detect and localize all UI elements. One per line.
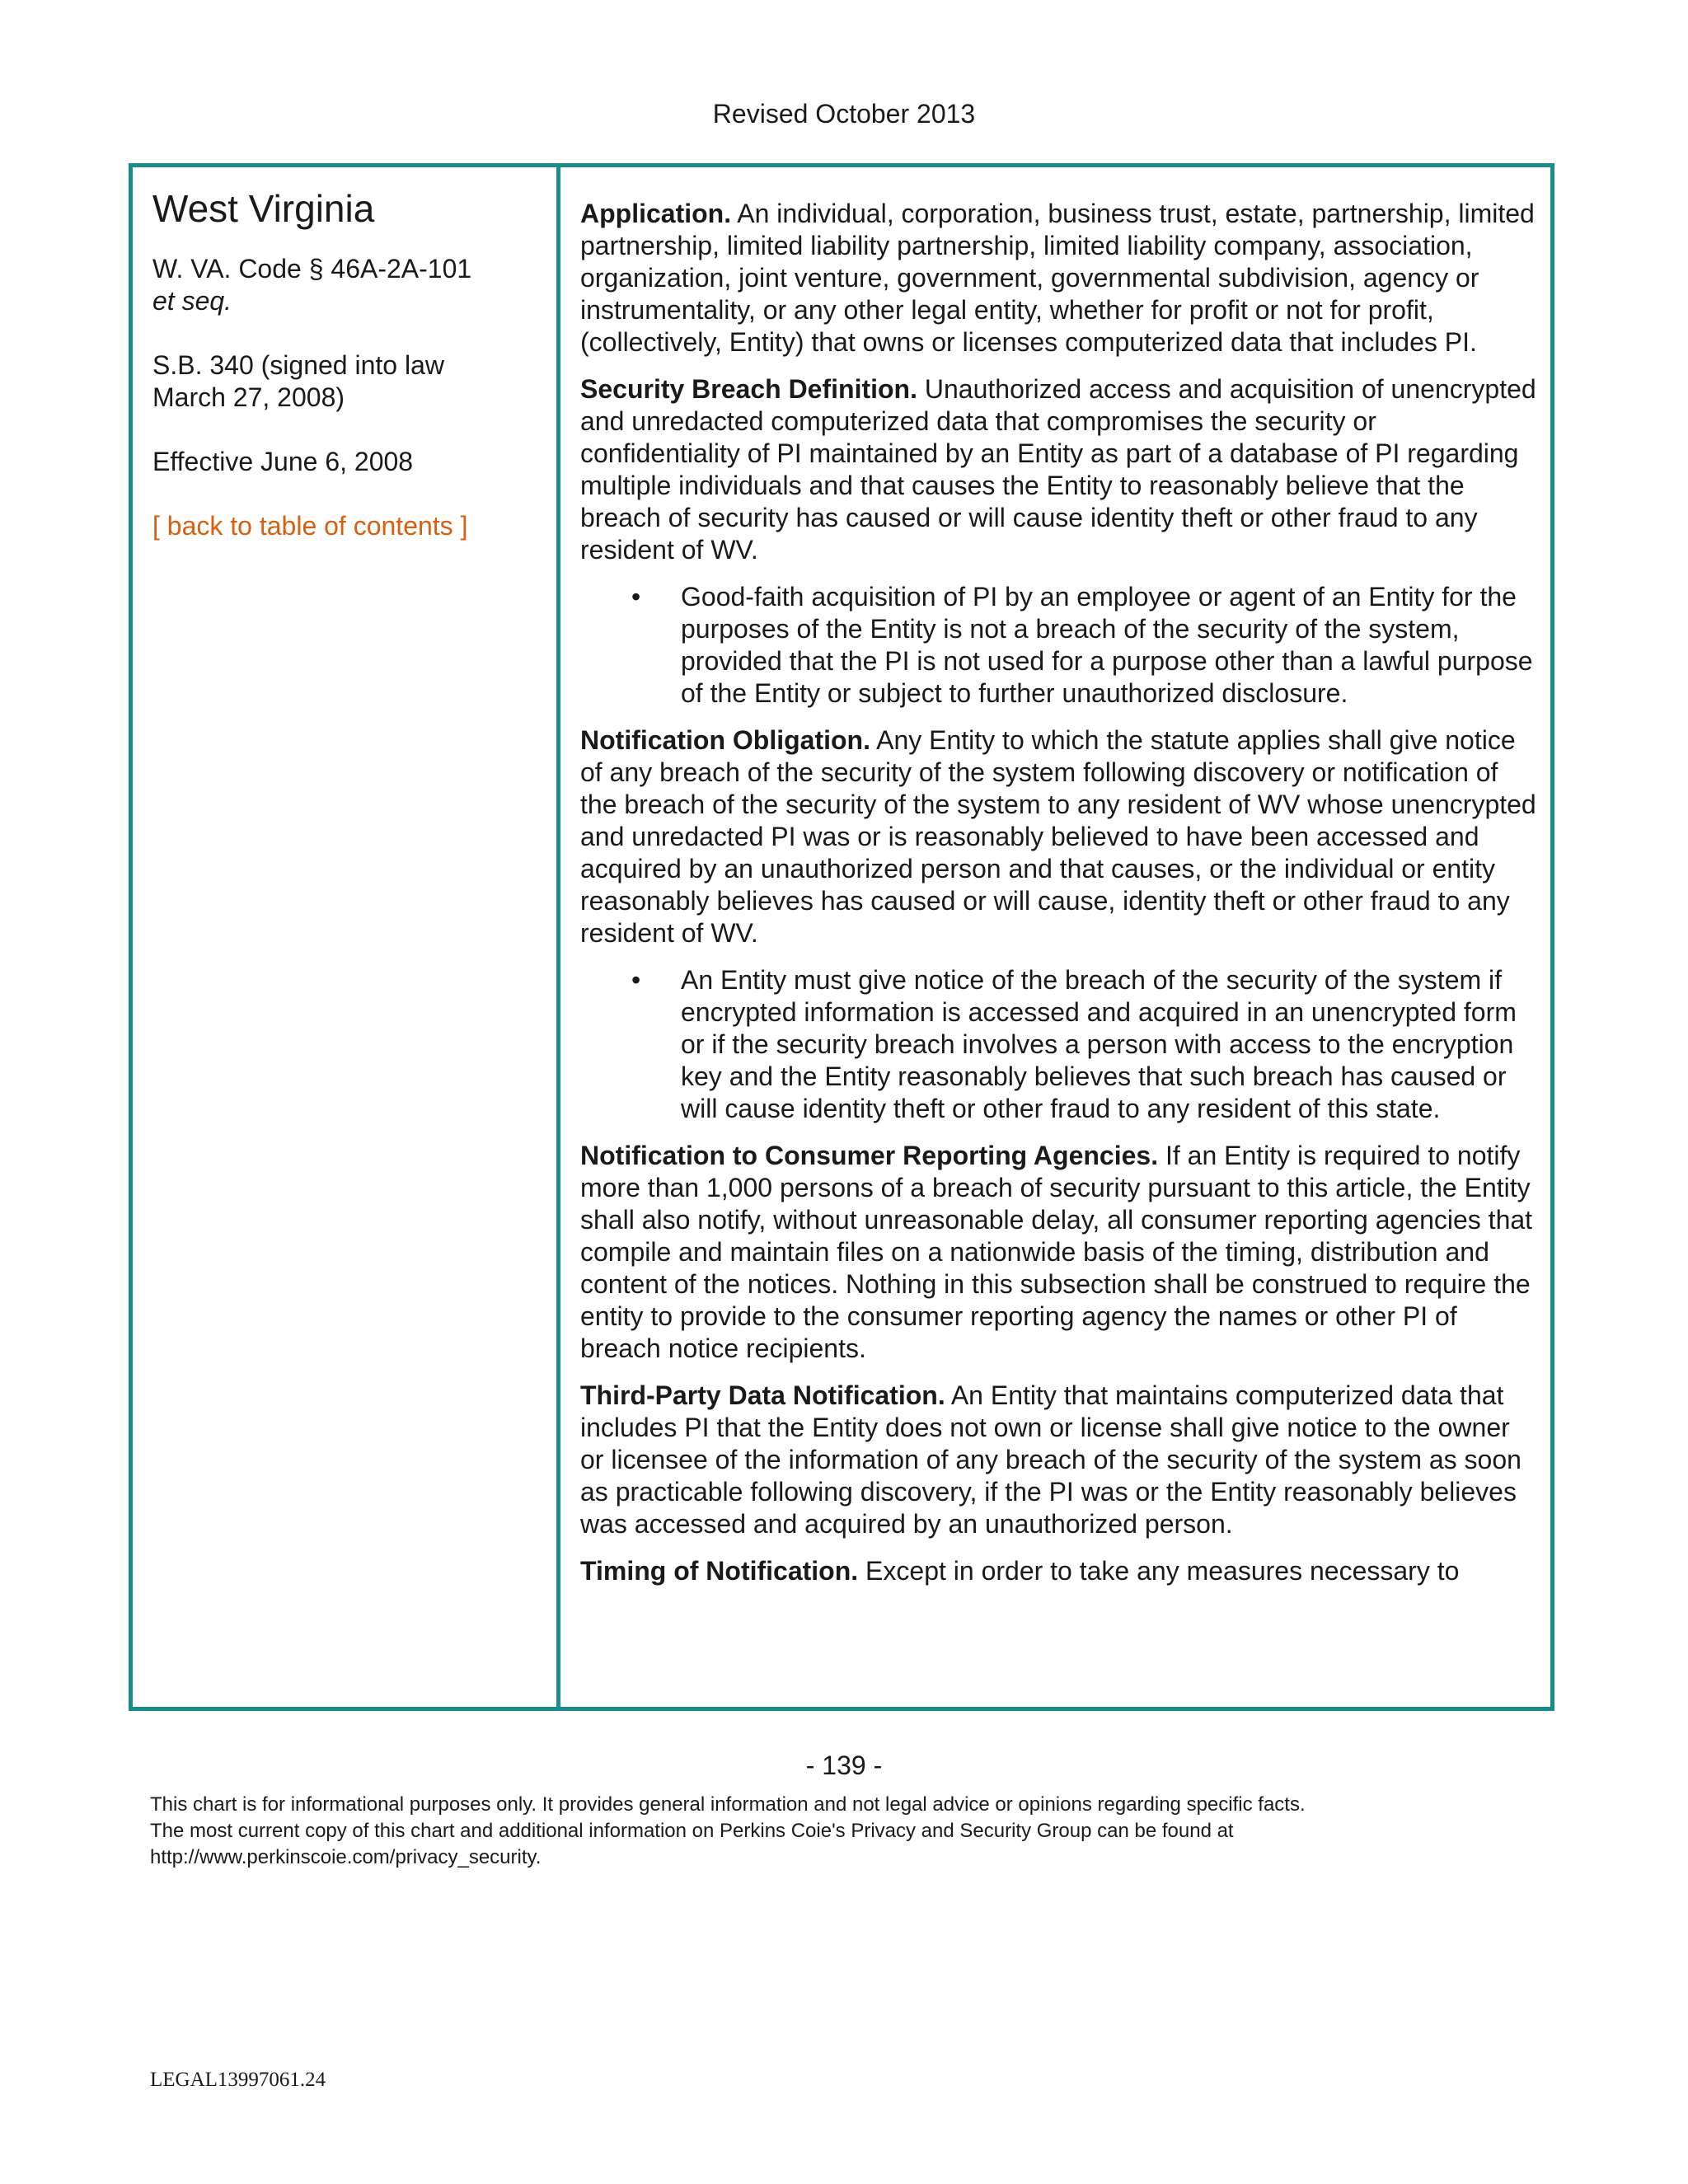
consumer-reporting-text: If an Entity is required to notify more than 1,000 persons of a breach of security pursuant to this article, the Entity shall also notify, without unreasonable delay, all consumer reporting agencies that compile and maintain files on a nationwide basis of the timing, distribution and content of the notices. Nothing in this subsection shall be construed to require the entity to provide to the consumer reporting agency the names or other PI of breach notice recipients. — [580, 1141, 1533, 1363]
bullet-text: Good-faith acquisition of PI by an employee or agent of an Entity for the purposes of the Entity is not a breach of the security of the system, provided that the PI is not used for a purpose other than a lawful purpose of the Entity or subject to further unauthorized disclosure. — [681, 582, 1533, 708]
breach-definition-bullets — [580, 581, 1536, 710]
notification-obligation-heading: Notification Obligation. — [580, 725, 870, 755]
list-item — [580, 964, 1536, 1125]
consumer-reporting-heading: Notification to Consumer Reporting Agencies. — [580, 1141, 1159, 1170]
consumer-reporting-section — [580, 1140, 1536, 1365]
disclaimer-url: http://www.perkinscoie.com/privacy_security. — [150, 1846, 542, 1868]
notification-obligation-text: Any Entity to which the statute applies shall give notice of any breach of the security of the system following discovery or notification of the breach of the security of the system to any resident of WV whose unencrypted and unredacted PI was or is reasonably believed to have been accessed and acquired by an unauthorized person and that causes, or the individual or entity reasonably believes has caused or will cause, identity theft or other fraud to any resident of WV. — [580, 725, 1536, 948]
disclaimer — [150, 1792, 1601, 1871]
effective-date: Effective June 6, 2008 — [152, 447, 414, 476]
notification-obligation-bullets — [580, 964, 1536, 1125]
breach-definition-section — [580, 373, 1536, 566]
back-to-toc-link[interactable]: [ back to table of contents ] — [152, 511, 468, 541]
third-party-text: An Entity that maintains computerized data that includes PI that the Entity does not own or license shall give notice to the owner or licensee of the information of any breach of the security of the system as soon as practicable following discovery, if the PI was or the Entity reasonably believes was accessed and acquired by an unauthorized person. — [580, 1380, 1522, 1539]
page-number: - 139 - — [805, 1750, 883, 1780]
application-heading: Application. — [580, 199, 732, 228]
law-details-column — [580, 198, 1536, 1602]
state-info-column — [152, 185, 540, 542]
et-seq: et seq. — [152, 286, 232, 316]
disclaimer-line: The most current copy of this chart and additional information on Perkins Coie's Privacy and Security Group can be found at — [150, 1820, 1234, 1842]
notification-obligation-section — [580, 724, 1536, 949]
senate-bill — [152, 349, 540, 414]
timing-section — [580, 1555, 1536, 1587]
state-law-table — [129, 163, 1554, 1711]
document-id: LEGAL13997061.24 — [150, 2069, 326, 2091]
third-party-section — [580, 1380, 1536, 1540]
application-section — [580, 198, 1536, 359]
breach-definition-heading: Security Breach Definition. — [580, 374, 917, 404]
third-party-heading: Third-Party Data Notification. — [580, 1380, 945, 1410]
column-divider — [556, 167, 560, 1707]
disclaimer-line: This chart is for informational purposes only. It provides general information and not legal advice or opinions regarding specific facts. — [150, 1793, 1306, 1816]
revised-date-header: Revised October 2013 — [712, 99, 976, 129]
senate-bill-line2: March 27, 2008) — [152, 382, 345, 412]
breach-definition-text: Unauthorized access and acquisition of unencrypted and unredacted computerized data that compromises the security or confidentiality of PI maintained by an Entity as part of a database of PI regarding multiple individuals and that causes the Entity to reasonably believe that the breach of security has caused or will cause identity theft or other fraud to any resident of WV. — [580, 374, 1536, 565]
bullet-icon: • — [631, 582, 641, 612]
statute-citation — [152, 253, 540, 317]
bullet-text: An Entity must give notice of the breach of the security of the system if encrypted information is accessed and acquired in an unencrypted form or if the security breach involves a person with access to the encryption key and the Entity reasonably believes that such breach has caused or will cause identity theft or other fraud to any resident of this state. — [681, 965, 1517, 1123]
state-name: West Virginia — [152, 187, 375, 230]
bullet-icon: • — [631, 965, 641, 995]
timing-heading: Timing of Notification. — [580, 1556, 859, 1586]
timing-text: Except in order to take any measures necessary to — [865, 1556, 1460, 1586]
application-text: An individual, corporation, business trust, estate, partnership, limited partnership, limited liability partnership, limited liability company, association, organization, joint venture, government, governmental subdivision, agency or instrumentality, or any other legal entity, whether for profit or not for profit, (collectively, Entity) that owns or licenses computerized data that includes PI. — [580, 199, 1535, 357]
senate-bill-line1: S.B. 340 (signed into law — [152, 350, 444, 380]
list-item — [580, 581, 1536, 710]
code-citation: W. VA. Code § 46A-2A-101 — [152, 254, 472, 284]
